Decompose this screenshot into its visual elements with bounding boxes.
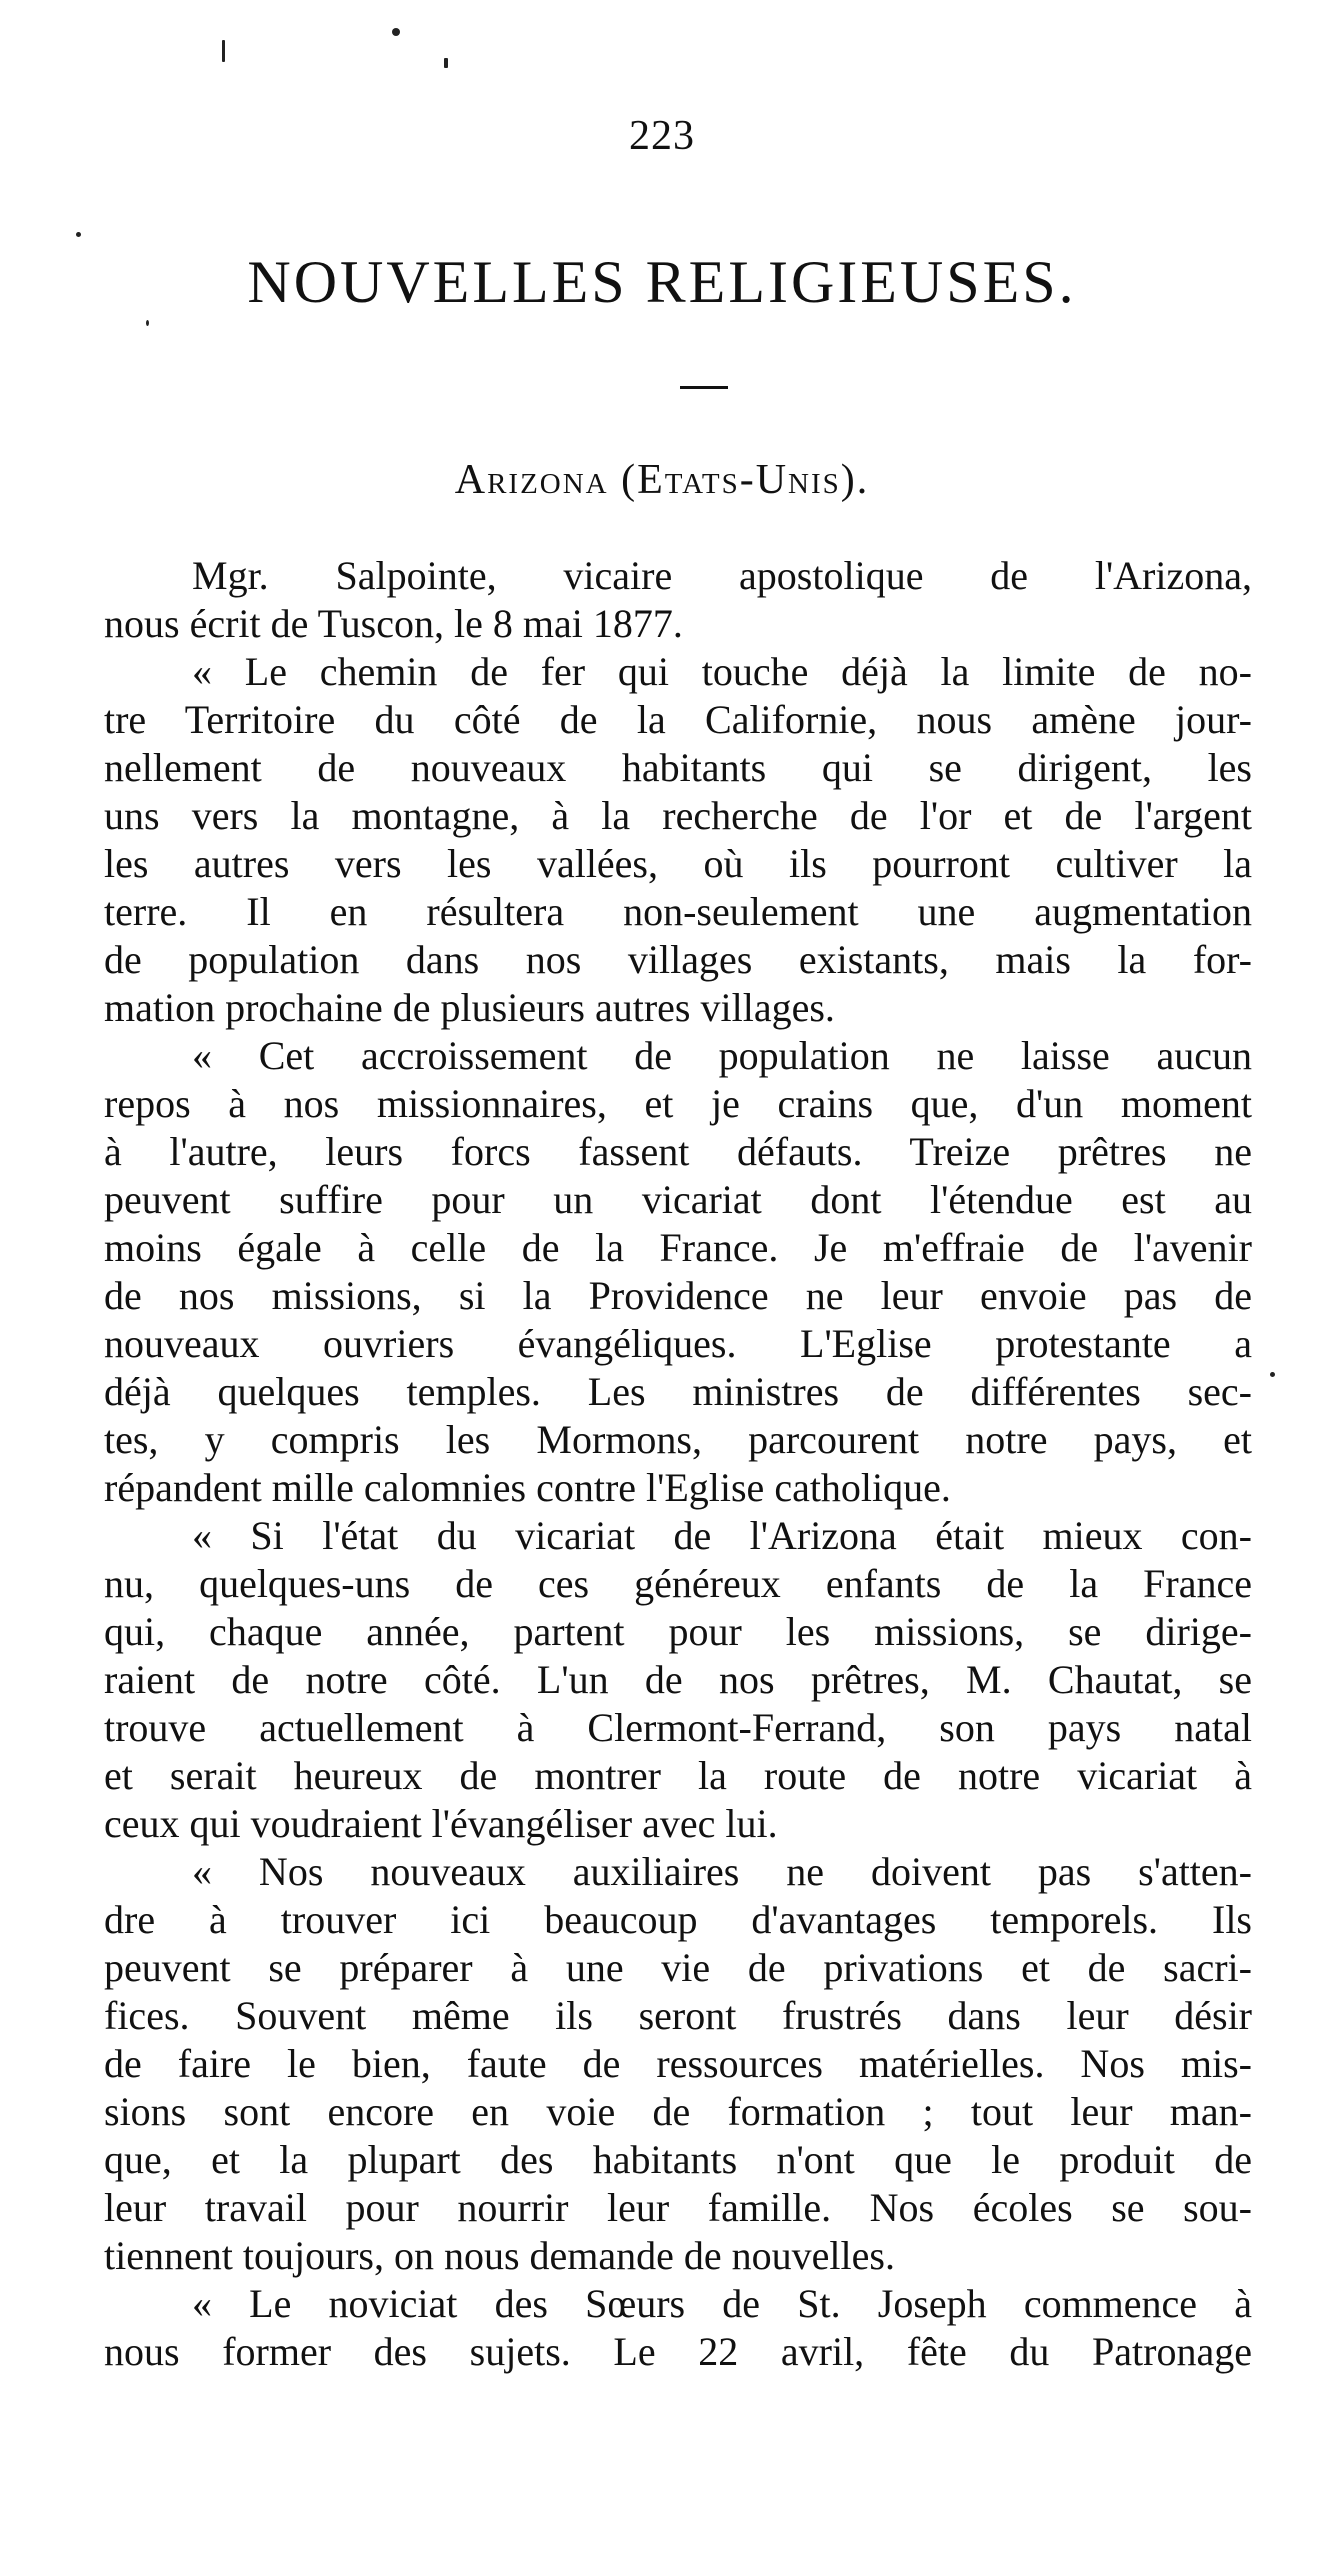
text-line: terre. Il en résultera non-seulement une augmentation [104, 889, 1252, 934]
text-line: « Le chemin de fer qui touche déjà la limite de no- [192, 649, 1252, 694]
title-divider [680, 386, 728, 389]
text-line: moins égale à celle de la France. Je m'effraie de l'avenir [104, 1225, 1252, 1270]
ink-speck [444, 58, 448, 68]
text-line: leur travail pour nourrir leur famille. Nos écoles se sou- [104, 2185, 1252, 2230]
text-line: raient de notre côté. L'un de nos prêtres, M. Chautat, se [104, 1657, 1252, 1702]
text-line: de population dans nos villages existants, mais la for- [104, 937, 1252, 982]
ink-speck [392, 28, 400, 36]
text-line: de nos missions, si la Providence ne leur envoie pas de [104, 1273, 1252, 1318]
ink-speck [146, 320, 149, 326]
text-line: nu, quelques-uns de ces généreux enfants de la France [104, 1561, 1252, 1606]
text-line: peuvent se préparer à une vie de privations et de sacri- [104, 1945, 1252, 1990]
text-line: nous former des sujets. Le 22 avril, fête du Patronage [104, 2329, 1252, 2374]
text-line: tre Territoire du côté de la Californie, nous amène jour- [104, 697, 1252, 742]
text-line: qui, chaque année, partent pour les missions, se dirige- [104, 1609, 1252, 1654]
text-line: ceux qui voudraient l'évangéliser avec lui. [104, 1801, 778, 1846]
page-number: 223 [629, 113, 695, 159]
text-line: « Si l'état du vicariat de l'Arizona était mieux con- [192, 1513, 1252, 1558]
section-subtitle: Arizona (Etats-Unis). [454, 457, 870, 503]
text-line: « Nos nouveaux auxiliaires ne doivent pas s'atten- [192, 1849, 1252, 1894]
text-line: déjà quelques temples. Les ministres de différentes sec- [104, 1369, 1252, 1414]
text-line: sions sont encore en voie de formation ; tout leur man- [104, 2089, 1252, 2134]
section-title: NOUVELLES RELIGIEUSES. [247, 249, 1077, 315]
text-line: fices. Souvent même ils seront frustrés dans leur désir [104, 1993, 1252, 2038]
text-line: peuvent suffire pour un vicariat dont l'étendue est au [104, 1177, 1252, 1222]
text-line: tiennent toujours, on nous demande de nouvelles. [104, 2233, 895, 2278]
text-line: de faire le bien, faute de ressources matérielles. Nos mis- [104, 2041, 1252, 2086]
text-line: repos à nos missionnaires, et je crains que, d'un moment [104, 1081, 1252, 1126]
text-line: dre à trouver ici beaucoup d'avantages temporels. Ils [104, 1897, 1252, 1942]
text-line: à l'autre, leurs forcs fassent défauts. Treize prêtres ne [104, 1129, 1252, 1174]
text-line: et serait heureux de montrer la route de notre vicariat à [104, 1753, 1252, 1798]
text-line: Mgr. Salpointe, vicaire apostolique de l'Arizona, [192, 553, 1252, 598]
text-line: nous écrit de Tuscon, le 8 mai 1877. [104, 601, 683, 646]
text-line: les autres vers les vallées, où ils pourront cultiver la [104, 841, 1252, 886]
ink-speck [1270, 1372, 1275, 1377]
text-line: mation prochaine de plusieurs autres villages. [104, 985, 835, 1030]
ink-speck [76, 232, 81, 237]
text-line: trouve actuellement à Clermont-Ferrand, son pays natal [104, 1705, 1252, 1750]
text-line: nouveaux ouvriers évangéliques. L'Eglise protestante a [104, 1321, 1252, 1366]
text-line: tes, y compris les Mormons, parcourent notre pays, et [104, 1417, 1252, 1462]
text-line: que, et la plupart des habitants n'ont que le produit de [104, 2137, 1252, 2182]
text-line: répandent mille calomnies contre l'Eglise catholique. [104, 1465, 951, 1510]
text-line: uns vers la montagne, à la recherche de l'or et de l'argent [104, 793, 1252, 838]
article-body [104, 552, 1252, 2376]
text-line: « Cet accroissement de population ne laisse aucun [192, 1033, 1252, 1078]
text-line: nellement de nouveaux habitants qui se dirigent, les [104, 745, 1252, 790]
text-line: « Le noviciat des Sœurs de St. Joseph commence à [192, 2281, 1252, 2326]
ink-speck [222, 40, 225, 62]
